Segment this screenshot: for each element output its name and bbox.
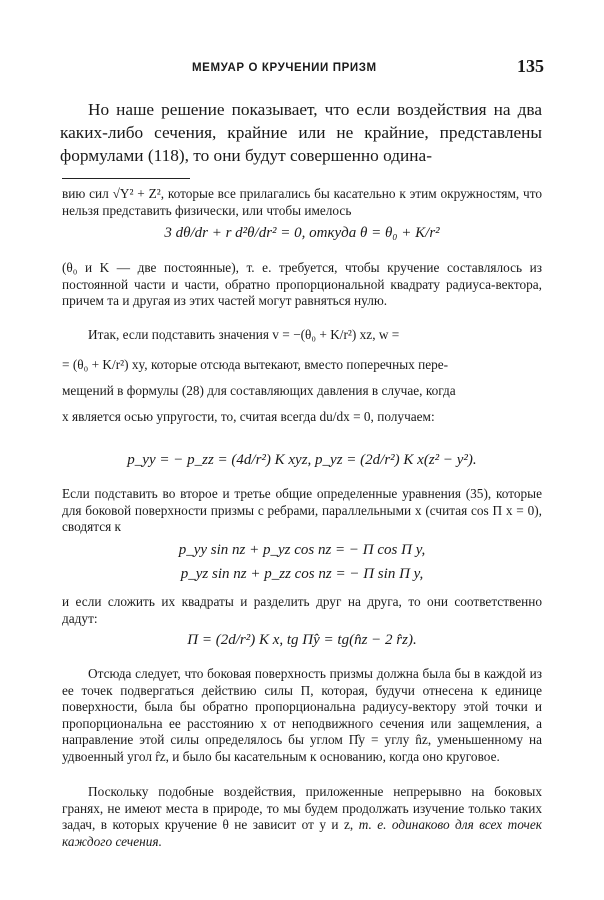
footnote-p3-line-3: мещений в формулы (28) для составляющих давления в случае, когда [62, 383, 456, 398]
page-number: 135 [517, 56, 544, 76]
footnote-text-1: вию сил √Y² + Z², которые все прилагались бы касательно к этим окружностям, что нельзя представить физически, или чтобы имелось [62, 186, 542, 218]
footnote-text-7-plain: Поскольку подобные воздействия, приложенные непрерывно на боковых гранях, не имеют места в природе, то мы будем продолжать изучение только таких задач, в которых кручение θ не зависит от y и z, [62, 784, 542, 832]
footnote-p3-line-1: Итак, если подставить значения v = −(θ₀ + K/r²) xz, w = [88, 327, 400, 342]
footnote-p3-line-4: x является осью упругости, то, считая всегда du/dx = 0, получаем: [62, 409, 435, 424]
footnote-paragraph-5 [62, 594, 542, 627]
footnote-text-7 [62, 784, 542, 850]
footnote-text-4: Если подставить во второе и третье общие определенные уравнения (35), которые для боковой поверхности призмы с ребрами, параллельными x (считая cos Π x = 0), сводятся к [62, 486, 542, 534]
running-head: МЕМУАР О КРУЧЕНИИ ПРИЗМ [192, 62, 377, 74]
footnote-paragraph-7 [62, 784, 542, 850]
footnote-paragraph-6 [62, 666, 542, 765]
equation-2: p_yy = − p_zz = (4d/r²) K xyz, p_yz = (2d/r²) K x(z² − y²). [127, 452, 477, 468]
footnote-p3-line-2: = (θ₀ + K/r²) xy, которые отсюда вытекают, вместо поперечных пере- [62, 357, 449, 372]
footnote-text-7-italic: т. е. одинаково для всех точек каждого сечения. [62, 817, 542, 849]
equation-1: 3 dθ/dr + r d²θ/dr² = 0, откуда θ = θ₀ + K/r² [164, 225, 440, 241]
equation-5: Π = (2d/r²) K x, tg Π̂y = tg(n̂z − 2 r̂z). [187, 632, 417, 648]
footnote-text-5: и если сложить их квадраты и разделить друг на друга, то они соответственно дадут: [62, 594, 542, 626]
footnote-paragraph-2 [62, 260, 542, 310]
equation-4: p_yz sin nz + p_zz cos nz = − Π sin Π y, [180, 566, 424, 582]
footnote-text-2: (θ₀ и K — две постоянные), т. е. требуется, чтобы кручение составлялось из постоянной части и части, обратно пропорциональной квадрату радиуса-вектора, причем та и другая из этих частей могут равняться нулю. [62, 260, 542, 308]
main-paragraph: Но наше решение показывает, что если воздействия на два каких-либо сечения, крайние или не крайние, представлены формулами (118), то они будут совершенно одина- [60, 100, 542, 165]
footnote-rule [62, 178, 190, 179]
page-header [60, 56, 544, 78]
footnote-paragraph-4 [62, 486, 542, 536]
equation-3: p_yy sin nz + p_yz cos nz = − Π cos Π y, [178, 542, 426, 558]
footnote-text-6: Отсюда следует, что боковая поверхность призмы должна была бы в каждой из ее точек подвергаться действию силы Π, которая, будучи отнесена к единице поверхности, была бы обратно пропорциональна радиусу-вектору этой точки и пропорциональна ее расстоянию x от неподвижного сечения или защемления, а направление этой силы определялось бы углом Π̂y = углу n̂z, уменьшенному на удвоенный угол r̂z, и было бы касательным к основанию, когда оно круговое. [62, 666, 542, 764]
footnote-paragraph-1 [62, 186, 542, 219]
